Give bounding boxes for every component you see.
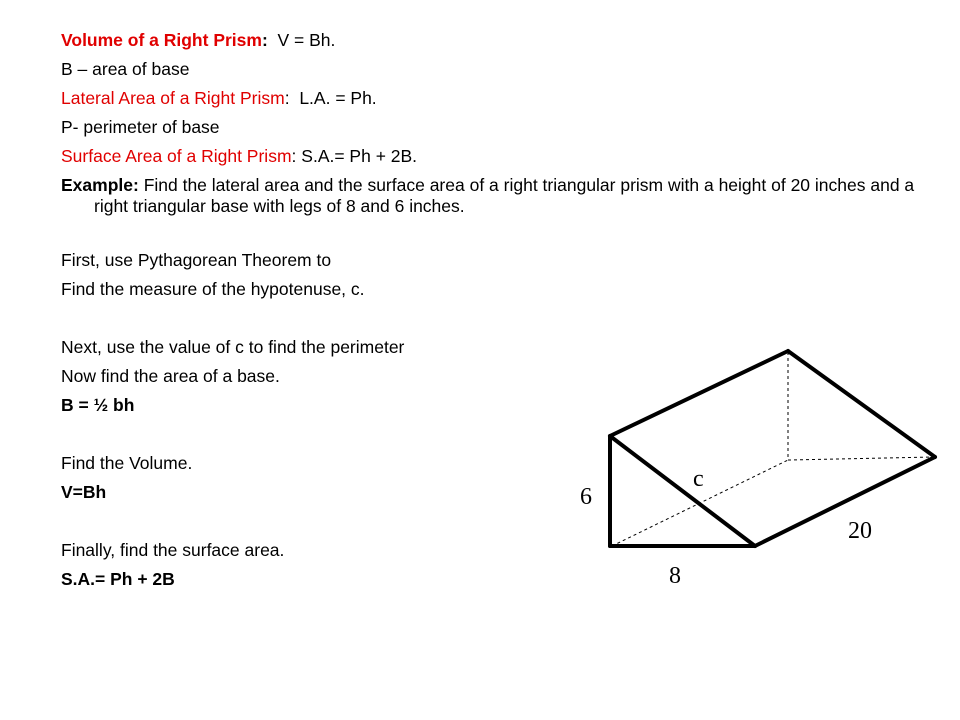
surface-definition bbox=[61, 142, 921, 171]
volume-formula: V = Bh. bbox=[277, 30, 336, 50]
step-volume: Find the Volume. bbox=[61, 453, 193, 473]
step-hypotenuse: Find the measure of the hypotenuse, c. bbox=[61, 279, 365, 299]
spacer bbox=[61, 217, 921, 246]
step-surface-area: Finally, find the surface area. bbox=[61, 540, 285, 560]
spacer bbox=[61, 304, 921, 333]
surface-colon: : bbox=[291, 146, 297, 166]
prism-top-edge bbox=[610, 351, 788, 436]
lateral-definition bbox=[61, 84, 921, 113]
volume-formula-2: V=Bh bbox=[61, 482, 107, 502]
prism-figure bbox=[560, 330, 960, 600]
surface-heading: Surface Area of a Right Prism bbox=[61, 146, 292, 166]
label-hypotenuse: c bbox=[693, 466, 704, 492]
lateral-colon: : bbox=[284, 88, 290, 108]
volume-heading: Volume of a Right Prism bbox=[61, 30, 262, 50]
step-perimeter: Next, use the value of c to find the perimeter bbox=[61, 337, 405, 357]
example-text: Find the lateral area and the surface area of a right triangular prism with a height of 20 inches and a right triangular base with legs of 8 and 6 inches. bbox=[94, 175, 915, 216]
example-paragraph bbox=[61, 171, 921, 217]
surface-formula: S.A.= Ph + 2B. bbox=[301, 146, 418, 166]
step-base-area: Now find the area of a base. bbox=[61, 366, 280, 386]
perimeter-definition: P- perimeter of base bbox=[61, 117, 220, 137]
volume-definition bbox=[61, 26, 921, 55]
label-base: 8 bbox=[669, 563, 681, 589]
base-area-formula: B = ½ bh bbox=[61, 395, 135, 415]
label-length: 20 bbox=[848, 518, 872, 544]
volume-colon: : bbox=[261, 30, 268, 50]
lateral-heading: Lateral Area of a Right Prism bbox=[61, 88, 285, 108]
prism-top-back-edge bbox=[788, 351, 935, 457]
prism-right-edge bbox=[755, 457, 935, 546]
prism-hypotenuse-edge bbox=[610, 436, 755, 546]
prism-hidden-back-edge bbox=[788, 457, 935, 460]
label-height: 6 bbox=[580, 484, 592, 510]
surface-formula-2: S.A.= Ph + 2B bbox=[61, 569, 175, 589]
step-pythagorean: First, use Pythagorean Theorem to bbox=[61, 250, 332, 270]
base-definition: B – area of base bbox=[61, 59, 190, 79]
example-label: Example: bbox=[61, 175, 139, 195]
lateral-formula: L.A. = Ph. bbox=[299, 88, 377, 108]
